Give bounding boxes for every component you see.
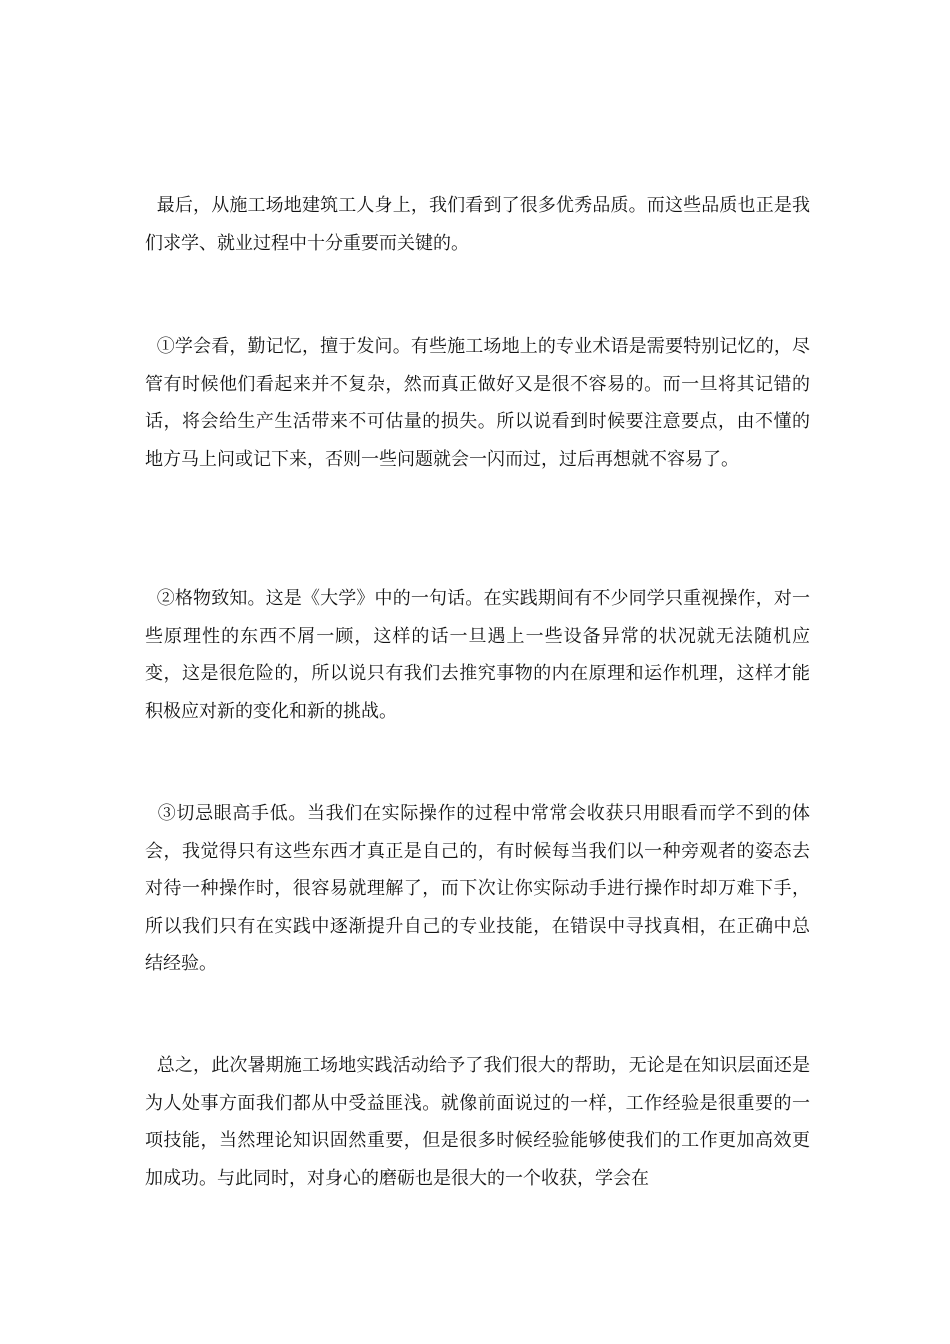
paragraph-summary: 总之，此次暑期施工场地实践活动给予了我们很大的帮助，无论是在知识层面还是为人处事方面我们都从中受益匪浅。就像前面说过的一样，工作经验是很重要的一项技能，当然理论知识固然重要，但是很多时候经验能够使我们的工作更加高效更加成功。与此同时，对身心的磨砺也是很大的一个收获，学会在 [145,1055,810,1189]
paragraph-conclusion-intro: 最后，从施工场地建筑工人身上，我们看到了很多优秀品质。而这些品质也正是我们求学、就业过程中十分重要而关键的。 [145,195,810,254]
paragraph-point-3: ③切忌眼高手低。当我们在实际操作的过程中常常会收获只用眼看而学不到的体会，我觉得只有这些东西才真正是自己的，有时候每当我们以一种旁观者的姿态去对待一种操作时，很容易就理解了，而下次让你实际动手进行操作时却万难下手，所以我们只有在实践中逐渐提升自己的专业技能，在错误中寻找真相，在正确中总结经验。 [145,803,811,974]
paragraph-point-2: ②格物致知。这是《大学》中的一句话。在实践期间有不少同学只重视操作，对一些原理性的东西不屑一顾，这样的话一旦遇上一些设备异常的状况就无法随机应变，这是很危险的，所以说只有我们去推究事物的内在原理和运作机理，这样才能积极应对新的变化和新的挑战。 [145,588,810,722]
paragraph-point-1: ①学会看，勤记忆，擅于发问。有些施工场地上的专业术语是需要特别记忆的，尽管有时候他们看起来并不复杂，然而真正做好又是很不容易的。而一旦将其记错的话，将会给生产生活带来不可估量的损失。所以说看到时候要注意要点，由不懂的地方马上问或记下来，否则一些问题就会一闪而过，过后再想就不容易了。 [145,336,810,470]
